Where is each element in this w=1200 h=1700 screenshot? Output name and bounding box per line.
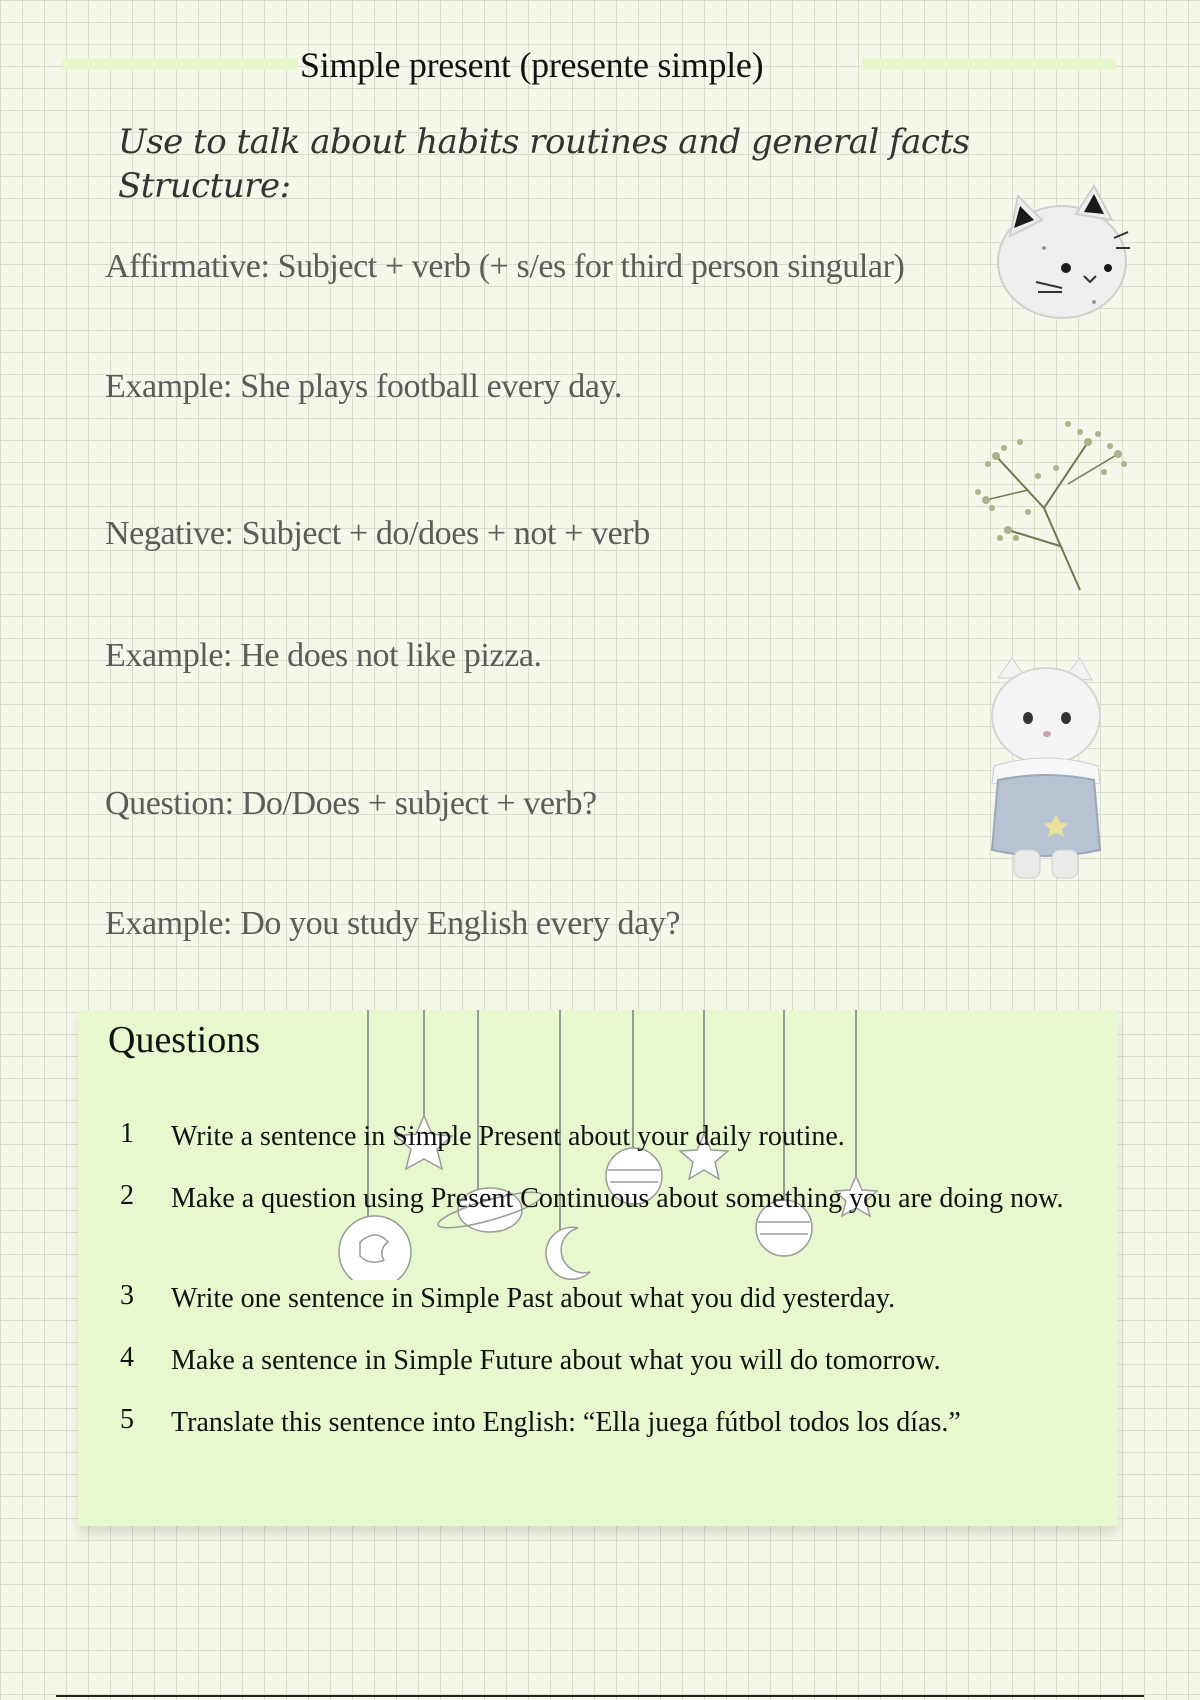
question-number: 4	[120, 1342, 134, 1373]
negative-example: Example: He does not like pizza.	[105, 637, 542, 674]
title-bar-right	[862, 58, 1116, 70]
structure-label: Structure:	[118, 166, 291, 206]
negative-rule: Negative: Subject + do/does + not + verb	[105, 515, 650, 552]
question-number: 2	[120, 1180, 134, 1211]
question-rule: Question: Do/Does + subject + verb?	[105, 785, 597, 822]
question-example: Example: Do you study English every day?	[105, 905, 681, 942]
question-text: Write a sentence in Simple Present about your daily routine.	[171, 1121, 845, 1152]
question-number: 1	[120, 1118, 134, 1149]
usage-text: Use to talk about habits routines and general facts	[118, 122, 970, 162]
question-text: Make a question using Present Continuous about something you are doing now.	[171, 1183, 1064, 1214]
cat-plush-icon	[984, 178, 1140, 324]
affirmative-example: Example: She plays football every day.	[105, 368, 622, 405]
question-text: Translate this sentence into English: “Ella juega fútbol todos los días.”	[171, 1407, 961, 1438]
babys-breath-flower-icon	[968, 412, 1132, 592]
cat-figurine-icon	[976, 654, 1116, 884]
affirmative-rule: Affirmative: Subject + verb (+ s/es for third person singular)	[105, 248, 905, 285]
question-number: 3	[120, 1280, 134, 1311]
question-text: Make a sentence in Simple Future about what you will do tomorrow.	[171, 1345, 941, 1376]
title-bar-left	[62, 58, 298, 70]
bottom-divider	[56, 1695, 1144, 1697]
questions-title: Questions	[108, 1019, 260, 1061]
question-number: 5	[120, 1404, 134, 1435]
page-title: Simple present (presente simple)	[300, 45, 764, 85]
question-text: Write one sentence in Simple Past about what you did yesterday.	[171, 1283, 896, 1314]
questions-panel	[78, 1010, 1118, 1526]
